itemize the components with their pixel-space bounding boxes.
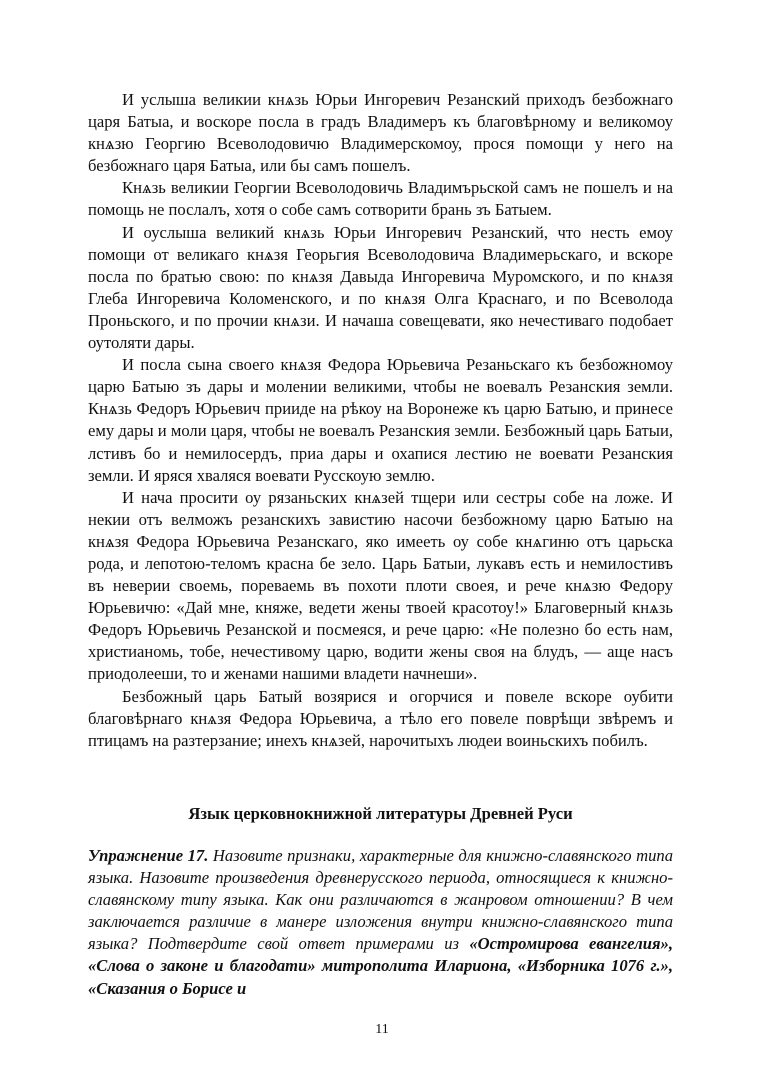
exercise-paragraph [88,845,673,1000]
exercise-text: Назовите признаки, характерные для книжно-славянского типа языка. Назовите произведения древнерусского периода, относящиеся к книжно-славянскому типу языка. Как они различаются в жанровом отношении? В чем заключается различие в манере изложения внутри книжно-славянского типа языка? Подтвердите свой ответ примерами из [88,846,674,954]
body-text [88,89,673,752]
paragraph-3: И оуслыша великий кнѧзь Юрьи Ингоревич Резанский, что несть емоу помощи от великаго кнѧзя Георьгия Всеволодовича Владимерьскаго, и вскоре посла по братью свою: по кнѧзя Давыда Ингоревича Муромского, и по кнѧзя Глеба Ингоревича Коломенского, и по кнѧзя Олга Краснаго, и по Всеволода Проньского, и по прочии кнѧзи. И начаша совещевати, яко нечестиваго подобает оутоляти дары. [88,222,673,353]
exercise-label: Упражнение 17. [88,846,209,865]
paragraph-4: И посла сына своего кнѧзя Федора Юрьевича Резаньскаго къ безбожномоу царю Батыю зъ дары и молении великими, чтобы не воевалъ Резанския земли. Кнѧзь Федоръ Юрьевич прииде на рѣкоу на Воронеже къ царю Батыю, и принесе ему дары и моли царя, чтобы не воевалъ Резанския земли. Безбожный царь Батыи, лстивъ бо и немилосердъ, приа дары и охапися лестию не воевати Резанския земли. И яряся хваляся воевати Русскоую землю. [88,355,673,485]
exercise-block [88,845,673,1000]
paragraph-2: Кнѧзь великии Георгии Всеволодовичь Владимърьской самъ не пошелъ и на помощь не послалъ, хотя о собе самъ сотворити брань зъ Батыем. [88,178,673,220]
paragraph-6: Безбожный царь Батый возярися и огорчися и повеле вскоре оубити благовѣрнаго кнѧзя Федора Юрьевича, а тѣло его повеле поврѣщи звѣремъ и птицамъ на разтерзание; инехъ кнѧзей, нарочитыхъ людеи воиньскихъ побилъ. [88,686,673,750]
exercise-works: «Остромирова евангелия», «Слова о законе и благодати» митрополита Илариона, «Изборника 1076 г.», «Сказания о Борисе и [88,934,673,998]
paragraph-1: И услыша великии кнѧзь Юрьи Ингоревич Резанский приходъ безбожнаго царя Батыа, и воскоре посла в градъ Владимеръ къ благовѣрному и великомоу кнѧзю Георгию Всеволодовичю Владимерскомоу, прося помощи у него на безбожнаго царя Батыа, или бы самъ пошелъ. [88,90,673,176]
paragraph-5: И нача просити оу рязаньских кнѧзей тщери или сестры собе на ложе. И некии отъ велможъ резанскихъ завистию насочи безбожному царю Батыю на кнѧзя Федора Юрьевича Резанскаго, яко имееть оу собе кнѧгиню отъ царьска рода, и лепотою-теломъ красна бе зело. Царь Батыи, лукавъ есть и немилостивъ въ неверии своемь, пореваемь въ похоти плоти своея, и рече кнѧзю Федору Юрьевичю: «Дай мне, княже, ведети жены твоей красотоу!» Благоверный кнѧзь Федоръ Юрьевичь Резанской и посмеяся, и рече царю: «Не полезно бо есть нам, христианомь, тобе, нечестивому царю, водити жены своя на блудъ, — аще насъ приодолееши, то и женами нашими владети начнеши». [88,487,673,684]
page-number: 11 [375,1022,389,1037]
section-heading: Язык церковнокнижной литературы Древней Руси [188,804,573,823]
